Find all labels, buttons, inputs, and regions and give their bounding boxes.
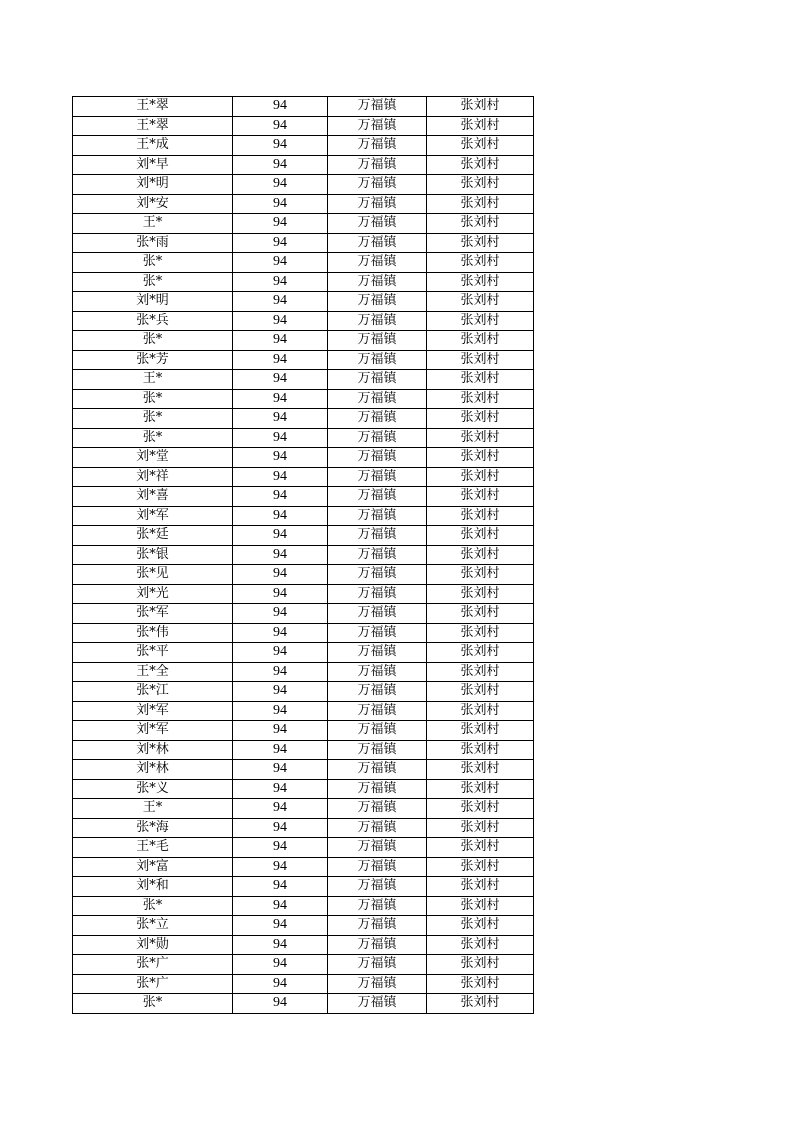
name-cell: 张* (73, 428, 233, 448)
name-cell: 张* (73, 272, 233, 292)
name-cell: 刘*军 (73, 721, 233, 741)
number-cell: 94 (233, 155, 328, 175)
village-cell: 张刘村 (427, 233, 534, 253)
table-row (73, 682, 534, 702)
table-row (73, 409, 534, 429)
name-cell: 刘*富 (73, 857, 233, 877)
number-cell: 94 (233, 253, 328, 273)
table-row (73, 818, 534, 838)
village-cell: 张刘村 (427, 448, 534, 468)
village-cell: 张刘村 (427, 116, 534, 136)
village-cell: 张刘村 (427, 721, 534, 741)
town-cell: 万福镇 (328, 331, 427, 351)
town-cell: 万福镇 (328, 526, 427, 546)
number-cell: 94 (233, 740, 328, 760)
number-cell: 94 (233, 116, 328, 136)
number-cell: 94 (233, 233, 328, 253)
name-cell: 张*银 (73, 545, 233, 565)
table-row (73, 311, 534, 331)
table-row (73, 253, 534, 273)
table-row (73, 662, 534, 682)
table-row (73, 779, 534, 799)
village-cell: 张刘村 (427, 896, 534, 916)
table-row (73, 916, 534, 936)
number-cell: 94 (233, 584, 328, 604)
name-cell: 张*义 (73, 779, 233, 799)
village-cell: 张刘村 (427, 545, 534, 565)
town-cell: 万福镇 (328, 740, 427, 760)
village-cell: 张刘村 (427, 701, 534, 721)
town-cell: 万福镇 (328, 175, 427, 195)
town-cell: 万福镇 (328, 604, 427, 624)
table-row (73, 740, 534, 760)
village-cell: 张刘村 (427, 175, 534, 195)
table-row (73, 604, 534, 624)
table-row (73, 526, 534, 546)
village-cell: 张刘村 (427, 935, 534, 955)
number-cell: 94 (233, 760, 328, 780)
table-row (73, 935, 534, 955)
table-row (73, 389, 534, 409)
table-row (73, 97, 534, 117)
town-cell: 万福镇 (328, 857, 427, 877)
town-cell: 万福镇 (328, 935, 427, 955)
number-cell: 94 (233, 97, 328, 117)
name-cell: 张*海 (73, 818, 233, 838)
name-cell: 张*廷 (73, 526, 233, 546)
village-cell: 张刘村 (427, 740, 534, 760)
village-cell: 张刘村 (427, 974, 534, 994)
table-row (73, 701, 534, 721)
number-cell: 94 (233, 272, 328, 292)
name-cell: 王*翠 (73, 116, 233, 136)
number-cell: 94 (233, 136, 328, 156)
town-cell: 万福镇 (328, 389, 427, 409)
name-cell: 张* (73, 994, 233, 1014)
table-row (73, 487, 534, 507)
village-cell: 张刘村 (427, 799, 534, 819)
name-cell: 刘*堂 (73, 448, 233, 468)
name-cell: 刘*光 (73, 584, 233, 604)
town-cell: 万福镇 (328, 194, 427, 214)
village-cell: 张刘村 (427, 662, 534, 682)
number-cell: 94 (233, 487, 328, 507)
name-cell: 王* (73, 370, 233, 390)
number-cell: 94 (233, 643, 328, 663)
name-cell: 刘*安 (73, 194, 233, 214)
name-cell: 张* (73, 389, 233, 409)
number-cell: 94 (233, 311, 328, 331)
town-cell: 万福镇 (328, 97, 427, 117)
number-cell: 94 (233, 662, 328, 682)
number-cell: 94 (233, 506, 328, 526)
name-cell: 张*立 (73, 916, 233, 936)
name-cell: 王* (73, 214, 233, 234)
table-row (73, 760, 534, 780)
village-cell: 张刘村 (427, 292, 534, 312)
village-cell: 张刘村 (427, 526, 534, 546)
number-cell: 94 (233, 350, 328, 370)
village-cell: 张刘村 (427, 467, 534, 487)
number-cell: 94 (233, 916, 328, 936)
table-row (73, 175, 534, 195)
town-cell: 万福镇 (328, 545, 427, 565)
number-cell: 94 (233, 526, 328, 546)
town-cell: 万福镇 (328, 955, 427, 975)
town-cell: 万福镇 (328, 155, 427, 175)
village-cell: 张刘村 (427, 857, 534, 877)
number-cell: 94 (233, 857, 328, 877)
name-cell: 张*芳 (73, 350, 233, 370)
number-cell: 94 (233, 604, 328, 624)
name-cell: 刘*喜 (73, 487, 233, 507)
number-cell: 94 (233, 292, 328, 312)
name-cell: 张*江 (73, 682, 233, 702)
village-cell: 张刘村 (427, 311, 534, 331)
town-cell: 万福镇 (328, 584, 427, 604)
village-cell: 张刘村 (427, 604, 534, 624)
town-cell: 万福镇 (328, 799, 427, 819)
town-cell: 万福镇 (328, 643, 427, 663)
number-cell: 94 (233, 214, 328, 234)
name-cell: 张*广 (73, 955, 233, 975)
village-cell: 张刘村 (427, 487, 534, 507)
village-cell: 张刘村 (427, 623, 534, 643)
name-cell: 王*翠 (73, 97, 233, 117)
table-row (73, 506, 534, 526)
town-cell: 万福镇 (328, 838, 427, 858)
town-cell: 万福镇 (328, 253, 427, 273)
town-cell: 万福镇 (328, 565, 427, 585)
table-row (73, 721, 534, 741)
table-row (73, 448, 534, 468)
village-cell: 张刘村 (427, 565, 534, 585)
number-cell: 94 (233, 896, 328, 916)
number-cell: 94 (233, 545, 328, 565)
table-row (73, 233, 534, 253)
number-cell: 94 (233, 701, 328, 721)
name-cell: 张*雨 (73, 233, 233, 253)
table-row (73, 623, 534, 643)
number-cell: 94 (233, 779, 328, 799)
table-row (73, 584, 534, 604)
number-cell: 94 (233, 409, 328, 429)
table-row (73, 799, 534, 819)
table-row (73, 545, 534, 565)
number-cell: 94 (233, 955, 328, 975)
town-cell: 万福镇 (328, 994, 427, 1014)
village-cell: 张刘村 (427, 838, 534, 858)
town-cell: 万福镇 (328, 760, 427, 780)
town-cell: 万福镇 (328, 974, 427, 994)
village-cell: 张刘村 (427, 506, 534, 526)
number-cell: 94 (233, 370, 328, 390)
number-cell: 94 (233, 428, 328, 448)
table-row (73, 974, 534, 994)
number-cell: 94 (233, 565, 328, 585)
village-cell: 张刘村 (427, 331, 534, 351)
village-cell: 张刘村 (427, 272, 534, 292)
name-cell: 王*全 (73, 662, 233, 682)
village-cell: 张刘村 (427, 214, 534, 234)
table-row (73, 838, 534, 858)
name-cell: 张* (73, 253, 233, 273)
table-row (73, 565, 534, 585)
table-row (73, 877, 534, 897)
town-cell: 万福镇 (328, 350, 427, 370)
table-row (73, 643, 534, 663)
name-cell: 张*兵 (73, 311, 233, 331)
town-cell: 万福镇 (328, 487, 427, 507)
village-cell: 张刘村 (427, 584, 534, 604)
town-cell: 万福镇 (328, 428, 427, 448)
name-cell: 张*军 (73, 604, 233, 624)
name-cell: 张* (73, 896, 233, 916)
town-cell: 万福镇 (328, 818, 427, 838)
name-cell: 王*成 (73, 136, 233, 156)
name-cell: 刘*早 (73, 155, 233, 175)
number-cell: 94 (233, 877, 328, 897)
number-cell: 94 (233, 935, 328, 955)
table-row (73, 350, 534, 370)
village-cell: 张刘村 (427, 155, 534, 175)
village-cell: 张刘村 (427, 877, 534, 897)
name-cell: 刘*军 (73, 506, 233, 526)
town-cell: 万福镇 (328, 272, 427, 292)
table-row (73, 994, 534, 1014)
town-cell: 万福镇 (328, 467, 427, 487)
name-cell: 刘*和 (73, 877, 233, 897)
table-row (73, 155, 534, 175)
town-cell: 万福镇 (328, 136, 427, 156)
name-cell: 刘*勋 (73, 935, 233, 955)
table-row (73, 331, 534, 351)
village-cell: 张刘村 (427, 818, 534, 838)
village-cell: 张刘村 (427, 682, 534, 702)
number-cell: 94 (233, 799, 328, 819)
name-cell: 张* (73, 409, 233, 429)
village-cell: 张刘村 (427, 194, 534, 214)
village-cell: 张刘村 (427, 409, 534, 429)
number-cell: 94 (233, 682, 328, 702)
village-cell: 张刘村 (427, 253, 534, 273)
town-cell: 万福镇 (328, 877, 427, 897)
town-cell: 万福镇 (328, 292, 427, 312)
name-cell: 刘*明 (73, 292, 233, 312)
name-cell: 张*伟 (73, 623, 233, 643)
town-cell: 万福镇 (328, 916, 427, 936)
data-table (72, 96, 534, 1014)
town-cell: 万福镇 (328, 214, 427, 234)
number-cell: 94 (233, 389, 328, 409)
name-cell: 刘*明 (73, 175, 233, 195)
town-cell: 万福镇 (328, 896, 427, 916)
name-cell: 张*平 (73, 643, 233, 663)
table-row (73, 292, 534, 312)
name-cell: 张* (73, 331, 233, 351)
town-cell: 万福镇 (328, 409, 427, 429)
town-cell: 万福镇 (328, 506, 427, 526)
name-cell: 刘*祥 (73, 467, 233, 487)
town-cell: 万福镇 (328, 662, 427, 682)
table-row (73, 136, 534, 156)
village-cell: 张刘村 (427, 955, 534, 975)
table-row (73, 467, 534, 487)
table-row (73, 214, 534, 234)
village-cell: 张刘村 (427, 916, 534, 936)
table-row (73, 116, 534, 136)
name-cell: 张*见 (73, 565, 233, 585)
number-cell: 94 (233, 994, 328, 1014)
table-row (73, 857, 534, 877)
village-cell: 张刘村 (427, 428, 534, 448)
table-row (73, 428, 534, 448)
town-cell: 万福镇 (328, 779, 427, 799)
town-cell: 万福镇 (328, 701, 427, 721)
number-cell: 94 (233, 974, 328, 994)
town-cell: 万福镇 (328, 448, 427, 468)
village-cell: 张刘村 (427, 994, 534, 1014)
village-cell: 张刘村 (427, 136, 534, 156)
table-body (73, 97, 534, 1014)
village-cell: 张刘村 (427, 779, 534, 799)
village-cell: 张刘村 (427, 389, 534, 409)
number-cell: 94 (233, 467, 328, 487)
village-cell: 张刘村 (427, 370, 534, 390)
table-row (73, 272, 534, 292)
town-cell: 万福镇 (328, 682, 427, 702)
town-cell: 万福镇 (328, 233, 427, 253)
town-cell: 万福镇 (328, 623, 427, 643)
number-cell: 94 (233, 448, 328, 468)
table-row (73, 194, 534, 214)
number-cell: 94 (233, 721, 328, 741)
number-cell: 94 (233, 194, 328, 214)
name-cell: 王* (73, 799, 233, 819)
name-cell: 刘*林 (73, 740, 233, 760)
town-cell: 万福镇 (328, 370, 427, 390)
table-row (73, 896, 534, 916)
name-cell: 刘*军 (73, 701, 233, 721)
village-cell: 张刘村 (427, 97, 534, 117)
table-row (73, 370, 534, 390)
name-cell: 张*广 (73, 974, 233, 994)
number-cell: 94 (233, 331, 328, 351)
number-cell: 94 (233, 838, 328, 858)
village-cell: 张刘村 (427, 350, 534, 370)
number-cell: 94 (233, 623, 328, 643)
village-cell: 张刘村 (427, 643, 534, 663)
table-row (73, 955, 534, 975)
name-cell: 王*毛 (73, 838, 233, 858)
number-cell: 94 (233, 818, 328, 838)
town-cell: 万福镇 (328, 311, 427, 331)
name-cell: 刘*林 (73, 760, 233, 780)
town-cell: 万福镇 (328, 721, 427, 741)
number-cell: 94 (233, 175, 328, 195)
town-cell: 万福镇 (328, 116, 427, 136)
village-cell: 张刘村 (427, 760, 534, 780)
